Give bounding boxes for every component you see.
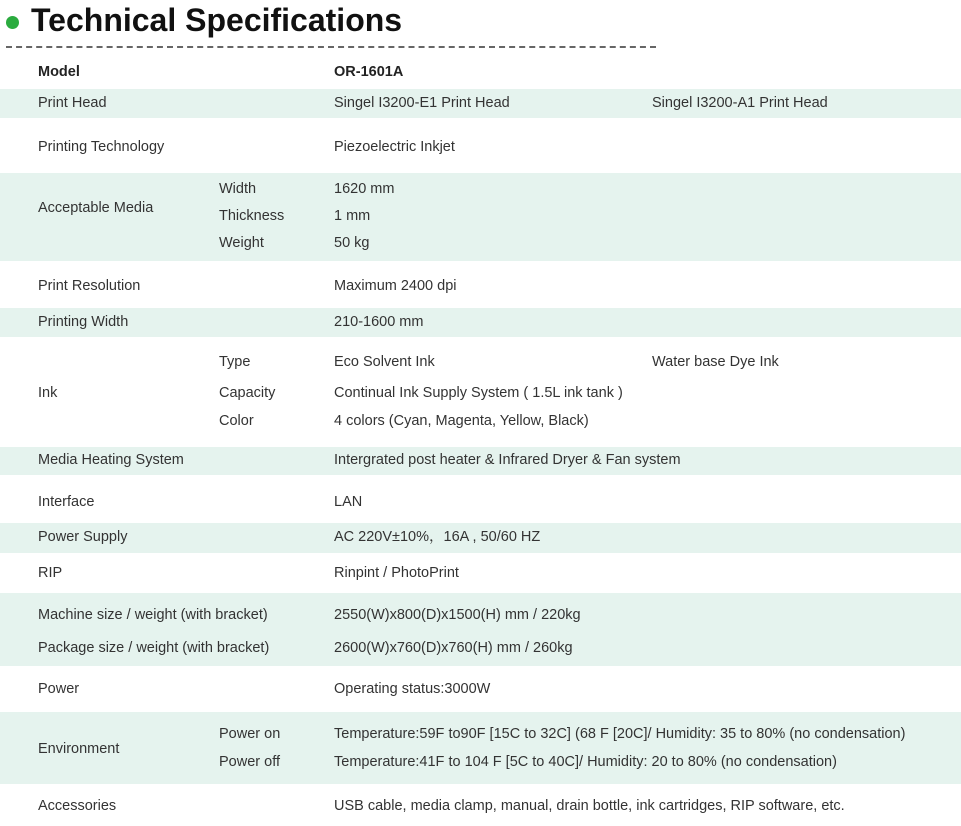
machine-size-value: 2550(W)x800(D)x1500(H) mm / 220kg (334, 607, 581, 623)
interface-label: Interface (38, 494, 95, 510)
media-heating-value: Intergrated post heater & Infrared Dryer & Fan system (334, 452, 681, 468)
rip-value: Rinpint / PhotoPrint (334, 565, 459, 581)
spec-row-size-weight (0, 593, 961, 666)
machine-size-label: Machine size / weight (with bracket) (38, 607, 268, 623)
model-value: OR-1601A (334, 64, 404, 80)
interface-value: LAN (334, 494, 363, 510)
power-value: Operating status:3000W (334, 681, 491, 697)
print-head-label: Print Head (38, 95, 107, 111)
accessories-label: Accessories (38, 798, 117, 814)
bullet-dot-icon (6, 16, 19, 29)
spec-row-interface (0, 475, 961, 523)
media-width-label: Width (219, 181, 257, 197)
printing-technology-label: Printing Technology (38, 139, 165, 155)
spec-row-print-head (0, 89, 961, 118)
environment-power-off-value: Temperature:41F to 104 F [5C to 40C]/ Humidity: 20 to 80% (no condensation) (334, 754, 837, 770)
spec-row-power-supply (0, 523, 961, 553)
environment-power-on-value: Temperature:59F to90F [15C to 32C] (68 F [20C]/ Humidity: 35 to 80% (no condensation) (334, 726, 906, 742)
power-label: Power (38, 681, 80, 697)
ink-capacity-label: Capacity (219, 385, 276, 401)
media-heating-label: Media Heating System (38, 452, 184, 468)
spec-row-printing-width (0, 308, 961, 337)
spec-row-acceptable-media (0, 173, 961, 261)
print-head-value-2: Singel I3200-A1 Print Head (652, 95, 828, 111)
power-supply-label: Power Supply (38, 529, 128, 545)
ink-type-value-1: Eco Solvent Ink (334, 354, 435, 370)
package-size-label: Package size / weight (with bracket) (38, 640, 270, 656)
rip-label: RIP (38, 565, 63, 581)
package-size-value: 2600(W)x760(D)x760(H) mm / 260kg (334, 640, 573, 656)
ink-color-value: 4 colors (Cyan, Magenta, Yellow, Black) (334, 413, 589, 429)
model-label: Model (38, 64, 80, 80)
printing-width-label: Printing Width (38, 314, 129, 330)
spec-row-media-heating (0, 447, 961, 475)
media-weight-label: Weight (219, 235, 264, 251)
spec-row-accessories (0, 784, 961, 826)
media-thickness-label: Thickness (219, 208, 285, 224)
media-width-value: 1620 mm (334, 181, 395, 197)
print-resolution-value: Maximum 2400 dpi (334, 278, 457, 294)
page-header (0, 0, 961, 50)
media-thickness-value: 1 mm (334, 208, 371, 224)
spec-row-rip (0, 553, 961, 593)
environment-power-on-label: Power on (219, 726, 281, 742)
spec-row-ink (0, 337, 961, 447)
ink-label: Ink (38, 385, 58, 401)
ink-capacity-value: Continual Ink Supply System ( 1.5L ink tank ) (334, 385, 623, 401)
page-title: Technical Specifications (31, 2, 403, 38)
ink-type-label: Type (219, 354, 251, 370)
spec-row-model (0, 58, 961, 88)
media-weight-value: 50 kg (334, 235, 370, 251)
environment-power-off-label: Power off (219, 754, 280, 770)
spec-row-printing-technology (0, 118, 961, 173)
acceptable-media-label: Acceptable Media (38, 200, 154, 216)
print-head-value-1: Singel I3200-E1 Print Head (334, 95, 510, 111)
printing-width-value: 210-1600 mm (334, 314, 424, 330)
spec-row-power (0, 666, 961, 712)
printing-technology-value: Piezoelectric Inkjet (334, 139, 455, 155)
dashed-divider (6, 46, 656, 48)
environment-label: Environment (38, 741, 120, 757)
spec-row-print-resolution (0, 261, 961, 308)
power-supply-value: AC 220V±10%，16A , 50/60 HZ (334, 529, 541, 545)
ink-type-value-2: Water base Dye Ink (652, 354, 779, 370)
print-resolution-label: Print Resolution (38, 278, 141, 294)
accessories-value: USB cable, media clamp, manual, drain bottle, ink cartridges, RIP software, etc. (334, 798, 845, 814)
ink-color-label: Color (219, 413, 254, 429)
spec-row-environment (0, 712, 961, 784)
